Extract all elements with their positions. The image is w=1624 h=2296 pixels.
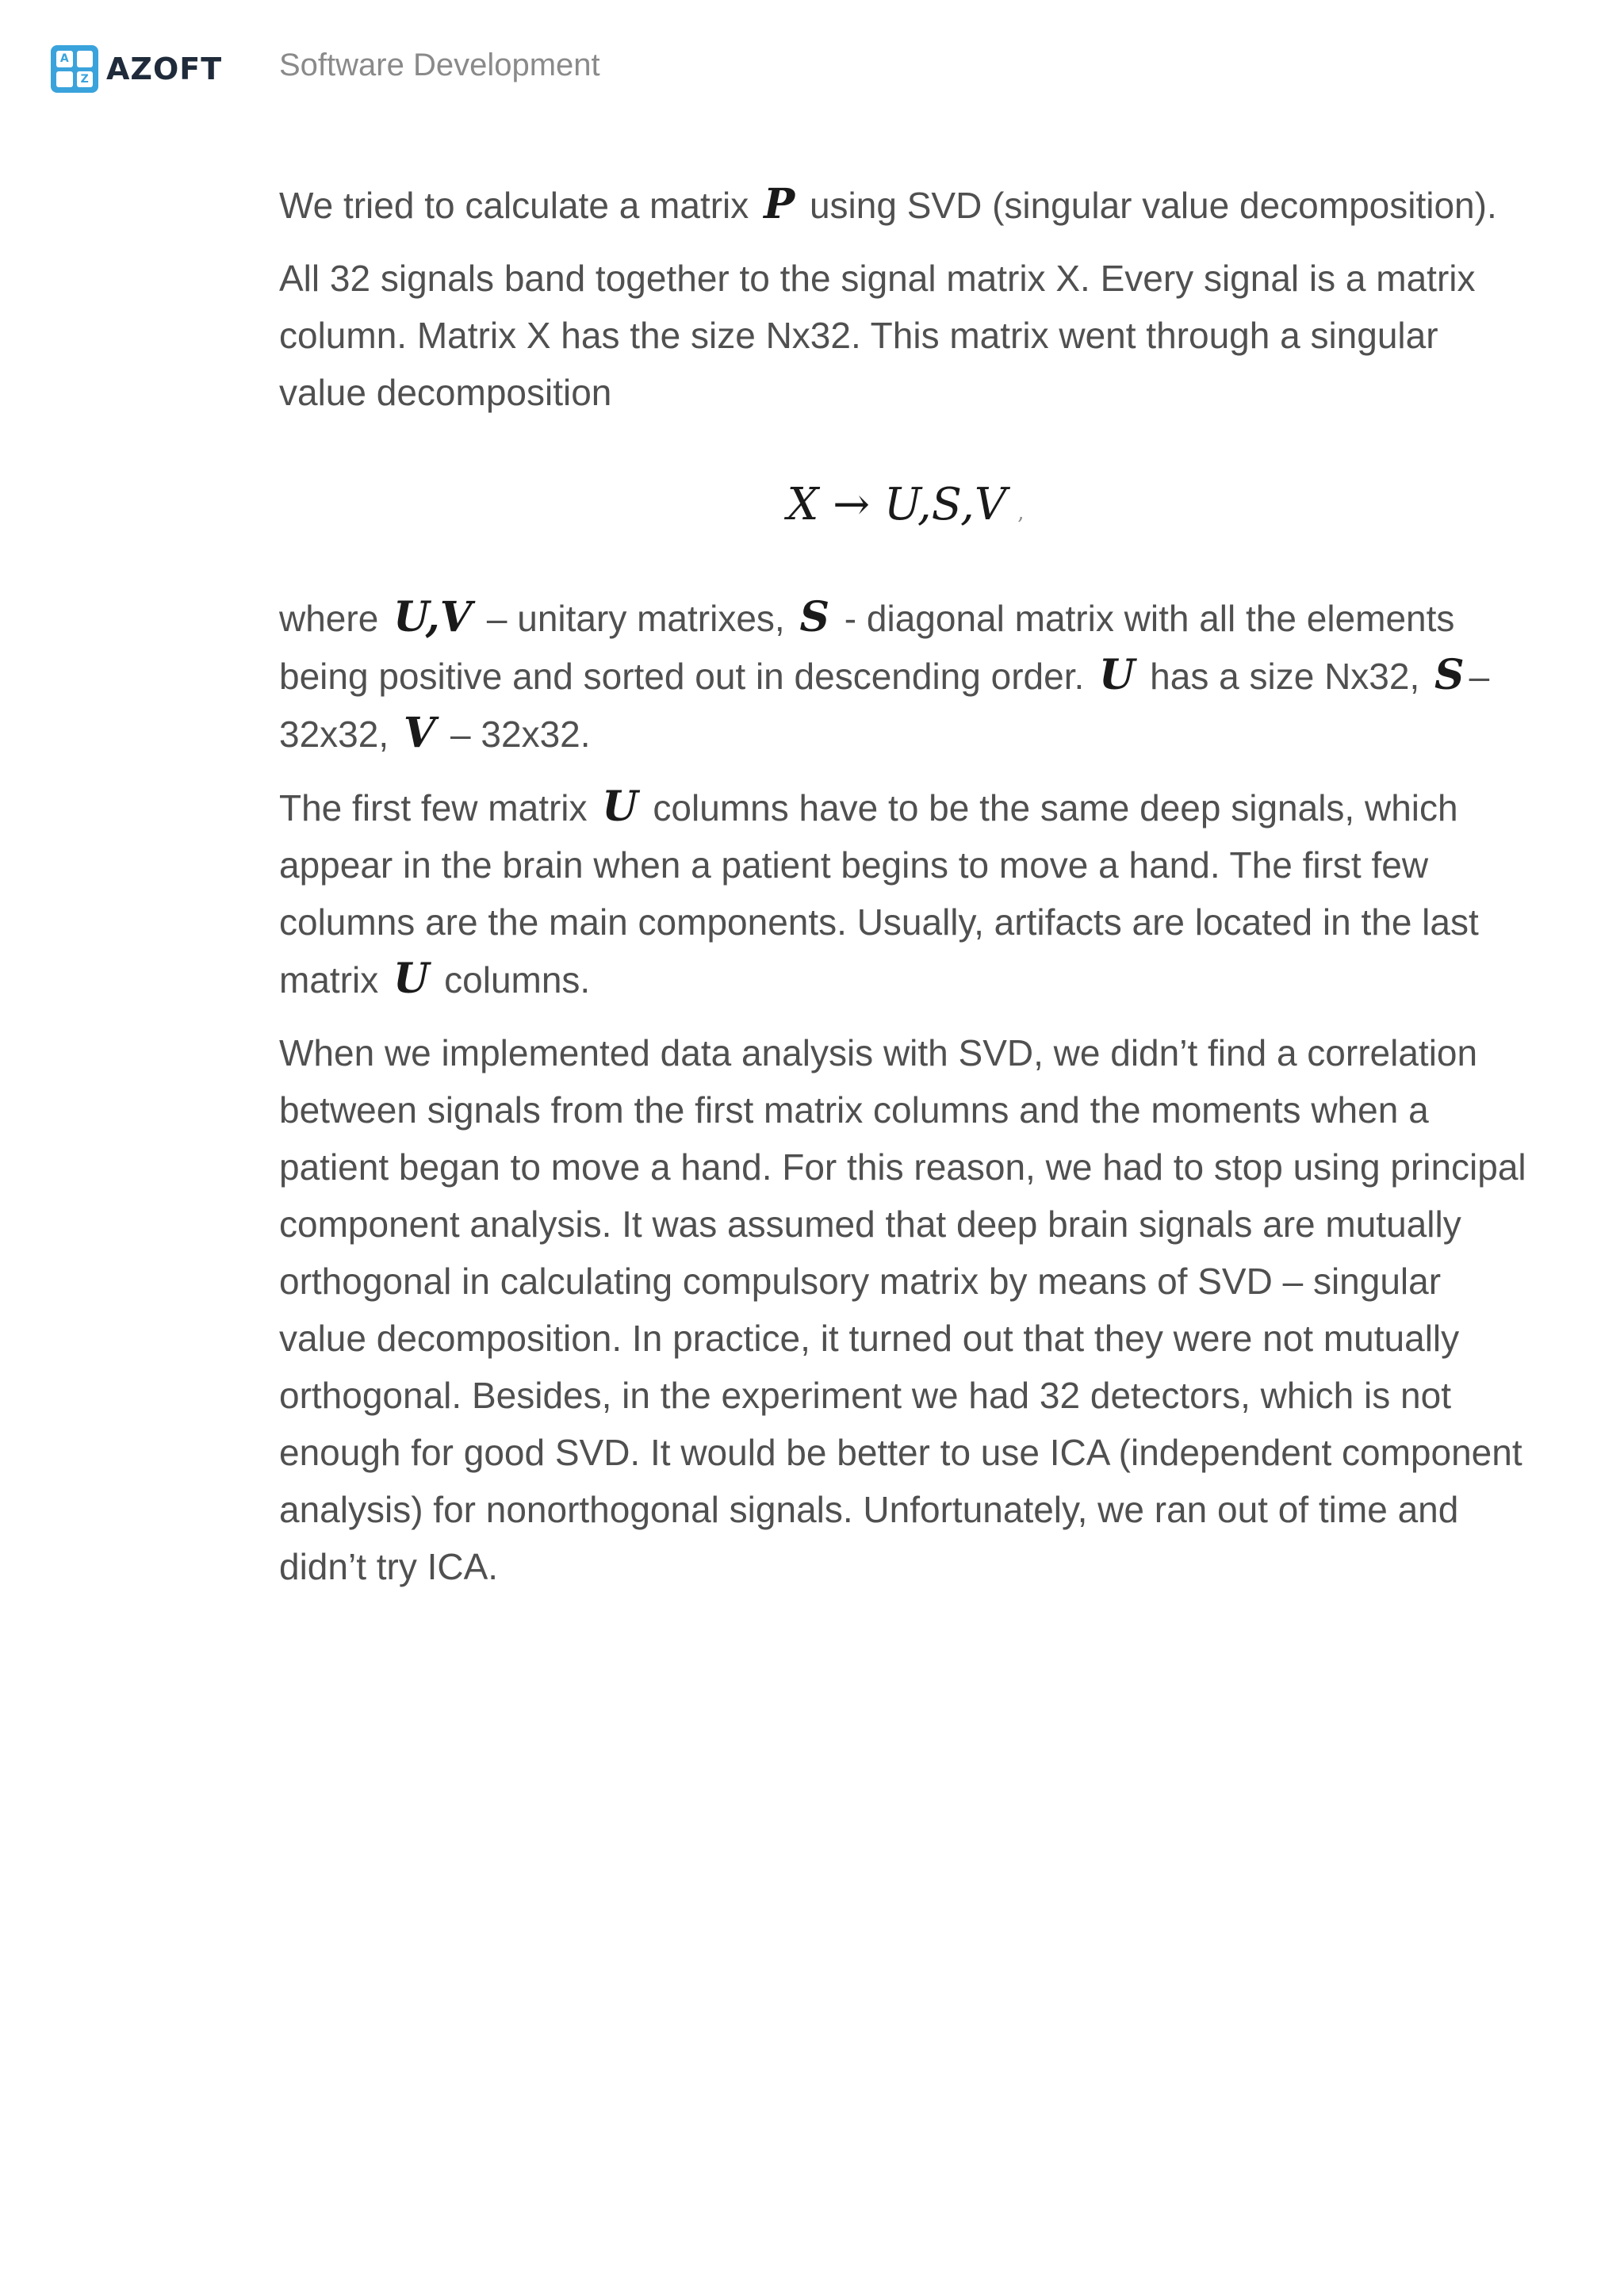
page-header	[51, 41, 1557, 97]
math-symbol-v: V	[403, 709, 436, 757]
document-body	[279, 176, 1532, 1611]
text-run: - diagonal matrix with all the elements being positive and sorted out in descending order.	[279, 598, 1455, 697]
math-symbol-s: S	[799, 593, 830, 641]
logo-tile: Z	[77, 71, 94, 88]
math-symbol-u: U	[602, 783, 638, 831]
svd-formula	[279, 476, 1532, 534]
azoft-logo[interactable]	[51, 44, 222, 94]
logo-tile: A	[56, 51, 73, 67]
text-run: – unitary matrixes,	[477, 598, 795, 639]
section-label: Software Development	[279, 48, 600, 82]
formula-text: X → U,S,V	[787, 479, 1007, 530]
paragraph-2: All 32 signals band together to the signal matrix X. Every signal is a matrix column. Matrix X has the size Nx32. This matrix went through a singular value decomposition	[279, 258, 1476, 413]
text-run: using SVD (singular value decomposition).	[799, 185, 1497, 226]
azoft-logo-icon	[51, 45, 98, 93]
text-run: has a size Nx32,	[1139, 656, 1431, 697]
text-run: – 32x32,	[279, 656, 1490, 755]
formula-trailing-mark: ,	[1017, 501, 1025, 525]
math-symbol-p: P	[764, 180, 795, 228]
logo-tile	[56, 71, 73, 88]
paragraph-1	[279, 176, 1532, 234]
text-run: where	[279, 598, 389, 639]
paragraph-3	[279, 589, 1532, 763]
text-run: columns.	[434, 959, 591, 1001]
math-symbol-u: U	[393, 955, 430, 1003]
logo-text: AZOFT	[106, 52, 223, 86]
text-run: The first few matrix	[279, 787, 598, 828]
text-run: columns have to be the same deep signals, which appear in the brain when a patient begins to move a hand. The first few columns are the main components. Usually, artifacts are located in the last matrix	[279, 787, 1479, 1001]
text-run: We tried to calculate a matrix	[279, 185, 760, 226]
paragraph-5: When we implemented data analysis with SVD, we didn’t find a correlation between signals from the first matrix columns and the moments when a patient began to move a hand. For this reason, we had to stop using principal component analysis. It was assumed that deep brain signals are mutually orthogonal in calculating compulsory matrix by means of SVD – singular value decomposition. In practice, it turned out that they were not mutually orthogonal. Besides, in the experiment we had 32 detectors, which is not enough for good SVD. It would be better to use ICA (independent component analysis) for nonorthogonal signals. Unfortunately, we ran out of time and didn’t try ICA.	[279, 1032, 1526, 1587]
text-run: – 32x32.	[440, 714, 591, 755]
paragraph-4	[279, 779, 1532, 1008]
math-symbol-s: S	[1434, 651, 1465, 699]
math-symbol-u: U	[1099, 651, 1136, 699]
logo-tile	[77, 51, 94, 67]
math-symbol-uv: U,V	[393, 593, 473, 641]
